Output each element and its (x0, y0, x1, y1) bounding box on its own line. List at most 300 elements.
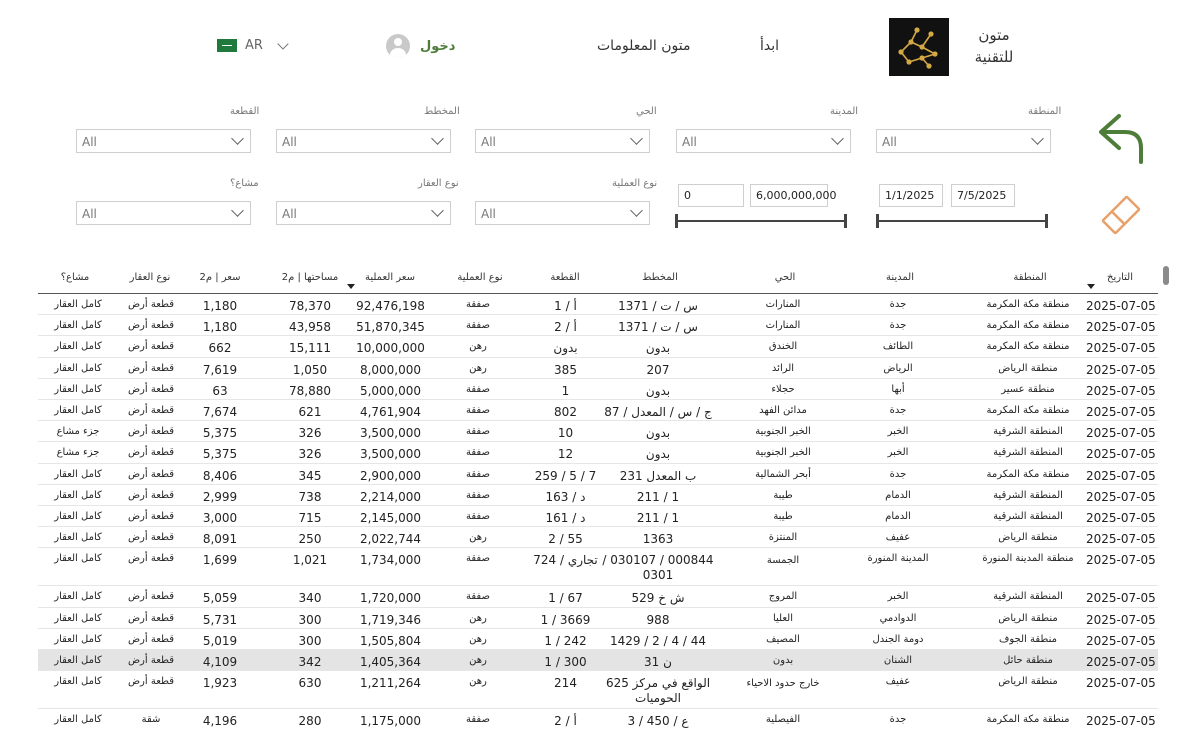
cell-ppm: 1,180 (202, 320, 238, 335)
sort-desc-icon[interactable] (1087, 284, 1095, 289)
cell-plot: تجاري / 724 (533, 553, 598, 568)
district-select-value: All (481, 135, 496, 149)
cell-type: صفقة (466, 383, 490, 395)
cell-district: المروج (768, 591, 798, 603)
cell-ppm: 8,406 (202, 468, 238, 483)
cell-region: منطقة الرياض (998, 362, 1058, 374)
cell-district: بدون (772, 655, 794, 666)
cell-city: دومة الجندل (872, 633, 924, 645)
cell-plan: ش خ 529 (631, 591, 685, 606)
cell-region: منطقة مكة المكرمة (986, 341, 1070, 353)
cell-ppm: 1,923 (202, 676, 238, 691)
cell-city: عفيف (885, 532, 911, 544)
cell-shared: كامل العقار (54, 633, 102, 645)
col-header-txn-type[interactable]: نوع العملية (457, 272, 503, 283)
cell-prop: قطعة أرض (127, 341, 175, 353)
txn-type-filter-label: نوع العملية (612, 178, 658, 189)
plot-select-value: All (82, 135, 97, 149)
cell-plan: ج / س / المعدل / 87 (604, 405, 712, 419)
cell-area: 78,370 (289, 299, 331, 313)
cell-region: المنطقة الشرقية (993, 447, 1063, 459)
cell-shared: كامل العقار (54, 676, 102, 688)
cell-plot: 10 (557, 426, 574, 441)
cell-type: صفقة (466, 468, 490, 480)
col-header-property-type[interactable]: نوع العقار (129, 272, 171, 283)
saudi-flag-icon (217, 39, 237, 52)
cell-prop: قطعة أرض (127, 612, 175, 624)
cell-plot: 214 (554, 676, 577, 691)
nav-start-link[interactable]: ابدأ (760, 38, 780, 54)
cell-price: 8,000,000 (359, 362, 422, 377)
cell-district: أبحر الشمالية (755, 468, 811, 480)
cell-plan: ع / 450 / 3 (627, 714, 689, 729)
cell-shared: كامل العقار (54, 405, 102, 416)
cell-prop: قطعة أرض (127, 676, 175, 688)
cell-plot: بدون (553, 341, 578, 356)
table-row[interactable] (38, 294, 1158, 315)
cell-area: 43,958 (289, 320, 331, 335)
cell-area: 280 (298, 714, 322, 729)
table-row[interactable] (38, 485, 1158, 506)
cell-ppm: 2,999 (202, 489, 238, 504)
cell-city: الشنان (883, 655, 913, 666)
cell-city: الخبر (887, 426, 909, 438)
cell-ppm: 1,180 (202, 299, 238, 313)
cell-area: 345 (298, 468, 322, 483)
brand-line-2: للتقنية (974, 48, 1014, 66)
cell-plan: بدون (645, 383, 671, 398)
cell-city: جدة (889, 405, 907, 416)
language-selector[interactable] (217, 38, 287, 53)
city-select[interactable] (676, 129, 851, 153)
cell-price: 1,505,804 (359, 633, 422, 648)
cell-price: 2,214,000 (359, 489, 422, 504)
col-header-area[interactable]: مساحتها | م2 (281, 272, 339, 283)
cell-plot: 1 / 242 (544, 633, 587, 648)
cell-plan: 207 (646, 362, 670, 377)
table-row[interactable] (38, 336, 1158, 357)
shared-filter-label: مشاع؟ (230, 178, 259, 189)
cell-city: جدة (889, 714, 907, 726)
cell-date: 2025-07-05 (1086, 714, 1156, 729)
cell-area: 630 (298, 676, 322, 691)
table-row[interactable] (38, 527, 1158, 548)
cell-district: خارج حدود الاحياء (746, 678, 820, 690)
cell-shared: كامل العقار (54, 299, 102, 310)
cell-price: 1,211,264 (359, 676, 422, 691)
cell-region: منطقة مكة المكرمة (986, 405, 1070, 416)
cell-prop: شقة (141, 714, 161, 726)
cell-plot: د / 161 (545, 511, 586, 525)
cell-region: المنطقة الشرقية (993, 489, 1063, 501)
cell-type: رهن (469, 676, 487, 688)
cell-prop: قطعة أرض (127, 489, 175, 501)
cell-price: 1,405,364 (359, 655, 422, 669)
language-label: AR (245, 38, 263, 53)
cell-area: 250 (298, 532, 322, 547)
cell-prop: قطعة أرض (127, 362, 175, 374)
cell-shared: كامل العقار (54, 383, 102, 395)
col-header-district[interactable]: الحي (774, 272, 796, 283)
cell-shared: كامل العقار (54, 468, 102, 480)
table-row[interactable] (38, 709, 1158, 729)
cell-price: 4,761,904 (359, 405, 422, 419)
cell-region: منطقة الرياض (998, 676, 1058, 688)
txn-type-select[interactable] (475, 201, 650, 225)
cell-plot: د / 163 (545, 489, 586, 504)
cell-date: 2025-07-05 (1086, 591, 1156, 606)
cell-prop: قطعة أرض (127, 447, 175, 459)
cell-date: 2025-07-05 (1086, 612, 1156, 627)
table-row[interactable] (38, 315, 1158, 336)
cell-city: الرياض (883, 362, 913, 374)
cell-district: المنارات (765, 320, 801, 332)
cell-price: 3,500,000 (359, 426, 422, 441)
table-row[interactable] (38, 421, 1158, 442)
cell-type: صفقة (466, 299, 490, 310)
chevron-down-icon (231, 132, 244, 145)
cell-type: رهن (469, 532, 487, 544)
cell-price: 1,720,000 (359, 591, 422, 606)
cell-ppm: 8,091 (202, 532, 238, 547)
cell-district: المصيف (766, 633, 800, 645)
cell-prop: قطعة أرض (127, 320, 175, 332)
cell-date: 2025-07-05 (1086, 532, 1156, 547)
col-header-plot[interactable]: القطعة (550, 272, 580, 283)
cell-area: 340 (298, 591, 322, 606)
cell-area: 326 (298, 447, 322, 462)
cell-area: 1,021 (292, 553, 328, 568)
cell-date: 2025-07-05 (1086, 511, 1156, 525)
cell-prop: قطعة أرض (127, 299, 175, 310)
cell-ppm: 7,674 (202, 405, 238, 419)
table-scrollbar[interactable] (1163, 266, 1169, 285)
cell-type: صفقة (466, 591, 490, 603)
cell-date: 2025-07-05 (1086, 320, 1156, 335)
cell-price: 10,000,000 (356, 341, 425, 356)
table-row[interactable] (38, 400, 1158, 421)
brand-name (962, 24, 1026, 68)
cell-prop: قطعة أرض (127, 553, 175, 565)
cell-plot: أ / 1 (554, 299, 577, 313)
cell-area: 715 (298, 511, 322, 525)
cell-plot: 259 / 5 / 7 (534, 468, 597, 483)
plan-select[interactable] (276, 129, 451, 153)
nav-info-link[interactable]: متون المعلومات (597, 38, 691, 54)
cell-ppm: 3,000 (202, 511, 238, 525)
plot-filter-label: القطعة (230, 106, 260, 117)
cell-region: منطقة مكة المكرمة (986, 468, 1070, 480)
login-label: دخول (420, 38, 456, 54)
cell-type: صفقة (466, 447, 490, 459)
cell-region: منطقة مكة المكرمة (986, 714, 1070, 726)
cell-shared: كامل العقار (54, 655, 102, 666)
cell-area: 1,050 (292, 362, 328, 377)
cell-prop: قطعة أرض (127, 511, 175, 522)
cell-region: منطقة مكة المكرمة (986, 320, 1070, 332)
cell-district: المنتزة (768, 532, 798, 544)
cell-ppm: 5,375 (202, 447, 238, 462)
cell-type: صفقة (466, 320, 490, 332)
cell-price: 2,022,744 (359, 532, 422, 547)
cell-price: 92,476,198 (356, 299, 425, 313)
cell-area: 342 (298, 655, 322, 669)
plot-select[interactable] (76, 129, 251, 153)
user-avatar-icon (386, 34, 410, 58)
cell-district: العليا (772, 612, 794, 624)
cell-plot: 1 / 67 (548, 591, 583, 606)
date-slider-start-handle[interactable] (876, 214, 879, 228)
cell-city: الخبر (887, 447, 909, 459)
table-row[interactable] (38, 442, 1158, 463)
cell-area: 78,880 (289, 383, 331, 398)
cell-date: 2025-07-05 (1086, 341, 1156, 356)
cell-region: منطقة حائل (1003, 655, 1053, 666)
col-header-shared[interactable]: مشاع؟ (60, 272, 90, 283)
cell-date: 2025-07-05 (1086, 383, 1156, 398)
table-row[interactable] (38, 608, 1158, 629)
cell-plot: أ / 2 (554, 714, 577, 729)
district-filter-label: الحي (636, 106, 657, 117)
cell-shared: كامل العقار (54, 362, 102, 374)
cell-type: رهن (469, 341, 487, 353)
cell-plan: الواقع في مركز 625 الحوميات (605, 676, 711, 706)
cell-area: 15,111 (289, 341, 331, 356)
cell-plan: / 030107 / 000844 0301 (602, 553, 714, 583)
region-select-value: All (882, 135, 897, 149)
cell-price: 2,145,000 (359, 511, 422, 525)
cell-district: طيبة (773, 489, 793, 501)
cell-prop: قطعة أرض (127, 468, 175, 480)
cell-district: الخبر الجنوبية (755, 447, 811, 459)
cell-ppm: 5,731 (202, 612, 238, 627)
date-slider-end-handle[interactable] (1045, 214, 1048, 228)
cell-region: المنطقة الشرقية (993, 511, 1063, 522)
cell-price: 1,719,346 (359, 612, 422, 627)
cell-region: المنطقة الشرقية (993, 426, 1063, 438)
cell-type: رهن (469, 655, 487, 666)
cell-shared: جزء مشاع (56, 426, 100, 438)
price-slider-start-handle[interactable] (675, 214, 678, 228)
cell-ppm: 5,375 (202, 426, 238, 441)
cell-ppm: 1,699 (202, 553, 238, 568)
cell-shared: كامل العقار (54, 532, 102, 544)
cell-city: أبها (891, 383, 905, 395)
city-select-value: All (682, 135, 697, 149)
cell-shared: كامل العقار (54, 612, 102, 624)
cell-type: رهن (469, 612, 487, 624)
district-select[interactable] (475, 129, 650, 153)
cell-ppm: 5,019 (202, 633, 238, 648)
cell-type: صفقة (466, 714, 490, 726)
login-button[interactable] (386, 34, 455, 58)
cell-price: 1,734,000 (359, 553, 422, 568)
cell-ppm: 662 (208, 341, 232, 356)
cell-district: الجمسة (766, 555, 800, 567)
cell-shared: كامل العقار (54, 553, 102, 565)
cell-region: المنطقة الشرقية (993, 591, 1063, 603)
cell-date: 2025-07-05 (1086, 655, 1156, 669)
cell-region: منطقة عسير (1001, 383, 1055, 395)
price-slider-end-handle[interactable] (844, 214, 847, 228)
cell-prop: قطعة أرض (127, 591, 175, 603)
cell-region: منطقة مكة المكرمة (986, 299, 1070, 310)
property-type-select-value: All (282, 207, 297, 221)
cell-region: منطقة الرياض (998, 532, 1058, 544)
cell-date: 2025-07-05 (1086, 468, 1156, 483)
cell-shared: كامل العقار (54, 591, 102, 603)
cell-district: الرائد (771, 362, 795, 374)
shared-select-value: All (82, 207, 97, 221)
table-row[interactable] (38, 650, 1158, 671)
city-filter-label: المدينة (830, 106, 859, 117)
cell-region: منطقة الجوف (999, 633, 1057, 645)
cell-city: الخبر (887, 591, 909, 603)
table-row[interactable] (38, 506, 1158, 527)
cell-plan: 1363 (642, 532, 674, 547)
cell-type: رهن (469, 633, 487, 645)
price-max-input[interactable]: 6,000,000,000 (750, 184, 828, 207)
cell-city: الدوادمي (879, 612, 917, 624)
property-type-select[interactable] (276, 201, 451, 225)
undo-icon[interactable] (1095, 110, 1147, 166)
cell-region: منطقة الرياض (998, 612, 1058, 624)
property-type-filter-label: نوع العقار (418, 178, 459, 189)
chevron-down-icon (277, 38, 288, 49)
cell-plan: 1429 / 2 / 4 / 44 (609, 633, 707, 648)
table-row[interactable] (38, 586, 1158, 607)
cell-plan: 988 (646, 612, 670, 627)
cell-date: 2025-07-05 (1086, 633, 1156, 648)
col-header-price[interactable]: سعر العملية (364, 272, 416, 283)
chevron-down-icon (831, 132, 844, 145)
region-select[interactable] (876, 129, 1051, 153)
table-row[interactable] (38, 548, 1158, 586)
cell-type: رهن (469, 362, 487, 374)
cell-date: 2025-07-05 (1086, 553, 1156, 568)
cell-plan: بدون (645, 426, 671, 441)
chevron-down-icon (1031, 132, 1044, 145)
cell-plot: 1 (561, 383, 570, 398)
chevron-down-icon (630, 204, 643, 217)
cell-prop: قطعة أرض (127, 532, 175, 544)
cell-date: 2025-07-05 (1086, 489, 1156, 504)
cell-city: المدينة المنورة (867, 553, 929, 565)
cell-district: مدائن الفهد (759, 405, 807, 416)
cell-plan: ب المعدل 231 (619, 468, 697, 483)
cell-city: جدة (889, 468, 907, 480)
col-header-region[interactable]: المنطقة (1013, 272, 1047, 283)
cell-ppm: 63 (212, 383, 228, 398)
cell-area: 738 (298, 489, 322, 504)
plan-filter-label: المخطط (424, 106, 460, 117)
date-from-input[interactable]: 1/1/2025 (879, 184, 943, 207)
chevron-down-icon (431, 132, 444, 145)
cell-plot: 12 (557, 447, 574, 462)
date-to-input[interactable]: 7/5/2025 (951, 184, 1015, 207)
cell-type: صفقة (466, 553, 490, 565)
cell-plot: 802 (554, 405, 577, 419)
cell-district: المنارات (765, 299, 801, 310)
plan-select-value: All (282, 135, 297, 149)
cell-date: 2025-07-05 (1086, 447, 1156, 462)
date-range-slider[interactable] (876, 220, 1048, 222)
cell-district: الخندق (768, 341, 798, 353)
cell-area: 326 (298, 426, 322, 441)
company-logo[interactable] (889, 18, 949, 76)
price-min-input[interactable]: 0 (678, 184, 744, 207)
chevron-down-icon (630, 132, 643, 145)
cell-plan: 211 / 1 (636, 511, 680, 525)
cell-shared: كامل العقار (54, 489, 102, 501)
cell-price: 51,870,345 (356, 320, 425, 335)
cell-plot: 2 / 55 (548, 532, 583, 547)
cell-plot: 1 / 300 (544, 655, 587, 669)
cell-plan: س / ت / 1371 (618, 320, 698, 335)
cell-area: 300 (298, 633, 322, 648)
cell-area: 621 (298, 405, 322, 419)
price-range-slider[interactable] (675, 220, 847, 222)
eraser-icon[interactable] (1098, 192, 1144, 238)
cell-date: 2025-07-05 (1086, 299, 1156, 313)
cell-price: 2,900,000 (359, 468, 422, 483)
txn-type-select-value: All (481, 207, 496, 221)
cell-ppm: 7,619 (202, 362, 238, 377)
cell-ppm: 5,059 (202, 591, 238, 606)
cell-type: صفقة (466, 511, 490, 522)
table-row[interactable] (38, 671, 1158, 709)
table-row[interactable] (38, 629, 1158, 650)
cell-plot: أ / 2 (554, 320, 577, 335)
table-row[interactable] (38, 464, 1158, 485)
cell-plot: 1 / 3669 (540, 612, 591, 627)
sort-desc-icon[interactable] (347, 284, 355, 289)
cell-shared: كامل العقار (54, 714, 102, 726)
cell-shared: كامل العقار (54, 341, 102, 353)
cell-date: 2025-07-05 (1086, 362, 1156, 377)
cell-type: صفقة (466, 489, 490, 501)
shared-select[interactable] (76, 201, 251, 225)
cell-date: 2025-07-05 (1086, 676, 1156, 691)
table-row[interactable] (38, 379, 1158, 400)
chevron-down-icon (231, 204, 244, 217)
col-header-price-per-m[interactable]: سعر | م2 (199, 272, 241, 283)
cell-city: الدمام (885, 511, 911, 522)
cell-prop: قطعة أرض (127, 655, 175, 666)
cell-district: الخبر الجنوبية (755, 426, 811, 438)
brand-line-1: متون (978, 26, 1010, 44)
cell-city: الطائف (882, 341, 914, 353)
cell-plan: بدون (645, 447, 671, 462)
table-row[interactable] (38, 358, 1158, 379)
cell-price: 5,000,000 (359, 383, 422, 398)
col-header-date[interactable]: التاريخ (1107, 272, 1133, 283)
col-header-city[interactable]: المدينة (885, 272, 915, 283)
cell-plan: ن 31 (644, 655, 672, 669)
cell-region: منطقة المدينة المنورة (982, 553, 1074, 565)
cell-shared: كامل العقار (54, 320, 102, 332)
cell-city: عفيف (885, 676, 911, 688)
cell-type: صفقة (466, 426, 490, 438)
region-filter-label: المنطقة (1028, 106, 1062, 117)
network-logo-icon (889, 18, 949, 76)
cell-prop: قطعة أرض (127, 405, 175, 416)
cell-shared: جزء مشاع (56, 447, 100, 459)
col-header-plan[interactable]: المخطط (642, 272, 678, 283)
cell-date: 2025-07-05 (1086, 405, 1156, 419)
cell-plan: 211 / 1 (636, 489, 680, 504)
cell-city: الدمام (885, 489, 911, 501)
